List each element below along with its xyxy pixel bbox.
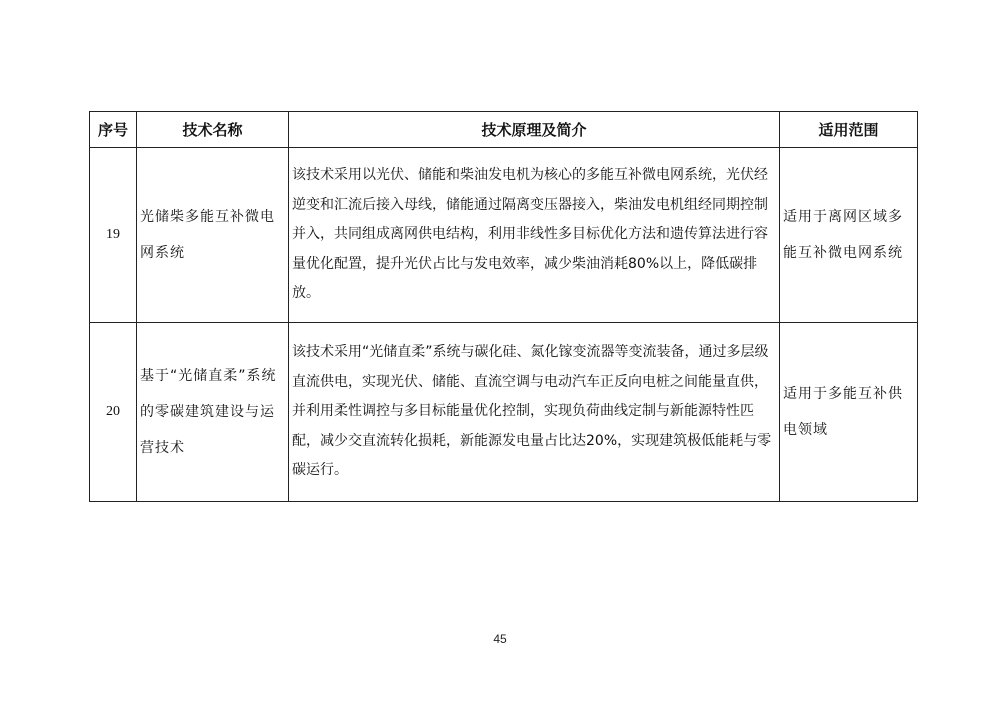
- row-index: 20: [90, 323, 137, 502]
- row-principle: 该技术采用“光储直柔”系统与碳化硅、氮化镓变流器等变流装备，通过多层级直流供电，实现光伏、储能、直流空调与电动汽车正反向电桩之间能量直供，并利用柔性调控与多目标能量优化控制，实现负荷曲线定制与新能源特性匹配，减少交直流转化损耗，新能源发电量占比达20%，实现建筑极低能耗与零碳运行。: [289, 323, 780, 502]
- table-header-row: [90, 112, 918, 148]
- page-number: 45: [493, 632, 507, 646]
- row-principle: 该技术采用以光伏、储能和柴油发电机为核心的多能互补微电网系统，光伏经逆变和汇流后接入母线，储能通过隔离变压器接入，柴油发电机组经同期控制并入，共同组成离网供电结构，利用非线性多目标优化方法和遗传算法进行容量优化配置，提升光伏占比与发电效率，减少柴油消耗80%以上，降低碳排放。: [289, 148, 780, 323]
- header-index: 序号: [90, 112, 137, 148]
- row-scope: 适用于离网区域多能互补微电网系统: [780, 148, 918, 323]
- row-scope: 适用于多能互补供电领域: [780, 323, 918, 502]
- header-principle: 技术原理及简介: [289, 112, 780, 148]
- row-tech-name: 基于“光储直柔”系统的零碳建筑建设与运营技术: [137, 323, 289, 502]
- row-tech-name: 光储柴多能互补微电网系统: [137, 148, 289, 323]
- header-tech-name: 技术名称: [137, 112, 289, 148]
- table-row: [90, 323, 918, 502]
- technology-table: [89, 111, 918, 502]
- row-index: 19: [90, 148, 137, 323]
- header-scope: 适用范围: [780, 112, 918, 148]
- table-row: [90, 148, 918, 323]
